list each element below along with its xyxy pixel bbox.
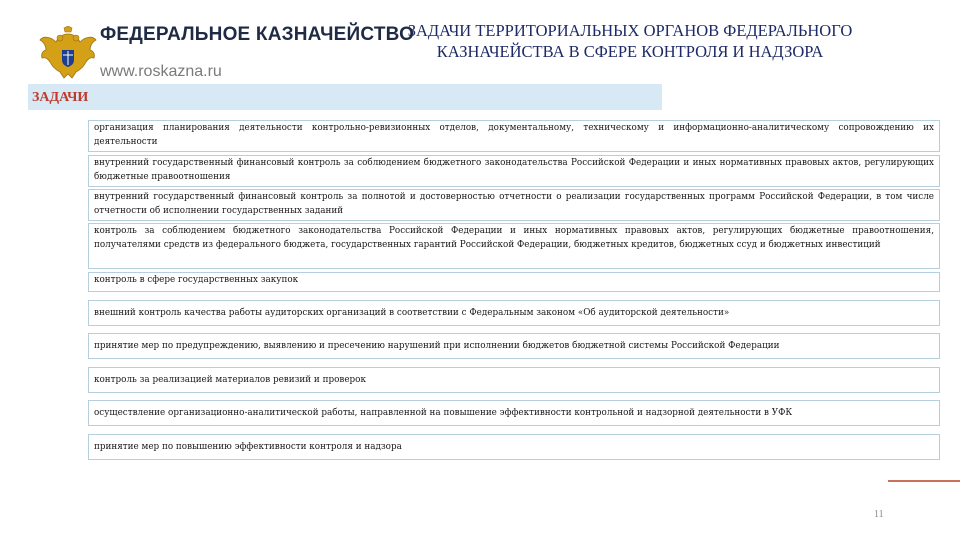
task-box: внутренний государственный финансовый контроль за соблюдением бюджетного законодательства Российской Федерации и иных нормативных правовых актов, регулирующих бюджетные правоотношения	[88, 155, 940, 187]
task-box: принятие мер по повышению эффективности контроля и надзора	[88, 434, 940, 460]
task-box: осуществление организационно-аналитической работы, направленной на повышение эффективности контрольной и надзорной деятельности в УФК	[88, 400, 940, 426]
site-url[interactable]: www.roskazna.ru	[100, 63, 222, 80]
section-band	[28, 84, 662, 110]
section-label: ЗАДАЧИ	[32, 90, 89, 105]
task-box: организация планирования деятельности контрольно-ревизионных отделов, документальному, техническому и информационно-аналитическому сопровождению их деятельности	[88, 120, 940, 152]
task-box: контроль в сфере государственных закупок	[88, 272, 940, 292]
task-box: контроль за реализацией материалов ревизий и проверок	[88, 367, 940, 393]
accent-line	[888, 480, 960, 482]
task-box: принятие мер по предупреждению, выявлению и пресечению нарушений при исполнении бюджетов бюджетной системы Российской Федерации	[88, 333, 940, 359]
brand-name: ФЕДЕРАЛЬНОЕ КАЗНАЧЕЙСТВО	[100, 24, 415, 45]
task-box: внешний контроль качества работы аудиторских организаций в соответствии с Федеральным законом «Об аудиторской деятельности»	[88, 300, 940, 326]
eagle-emblem-icon	[38, 26, 98, 84]
task-box: внутренний государственный финансовый контроль за полнотой и достоверностью отчетности о реализации государственных программ Российской Федерации, в том числе отчетности об исполнении государственных заданий	[88, 189, 940, 221]
task-box: контроль за соблюдением бюджетного законодательства Российской Федерации и иных нормативных правовых актов, регулирующих бюджетные правоотношения, получателями средств из федерального бюджета, государственных гарантий Российской Федерации, бюджетных кредитов, бюджетных ссуд и бюджетных инвестиций	[88, 223, 940, 269]
page-title-line-1: ЗАДАЧИ ТЕРРИТОРИАЛЬНЫХ ОРГАНОВ ФЕДЕРАЛЬНОГО	[407, 21, 853, 40]
page-number: 11	[874, 509, 884, 520]
page-title-line-2: КАЗНАЧЕЙСТВА В СФЕРЕ КОНТРОЛЯ И НАДЗОРА	[436, 42, 824, 61]
page-title	[340, 20, 920, 62]
